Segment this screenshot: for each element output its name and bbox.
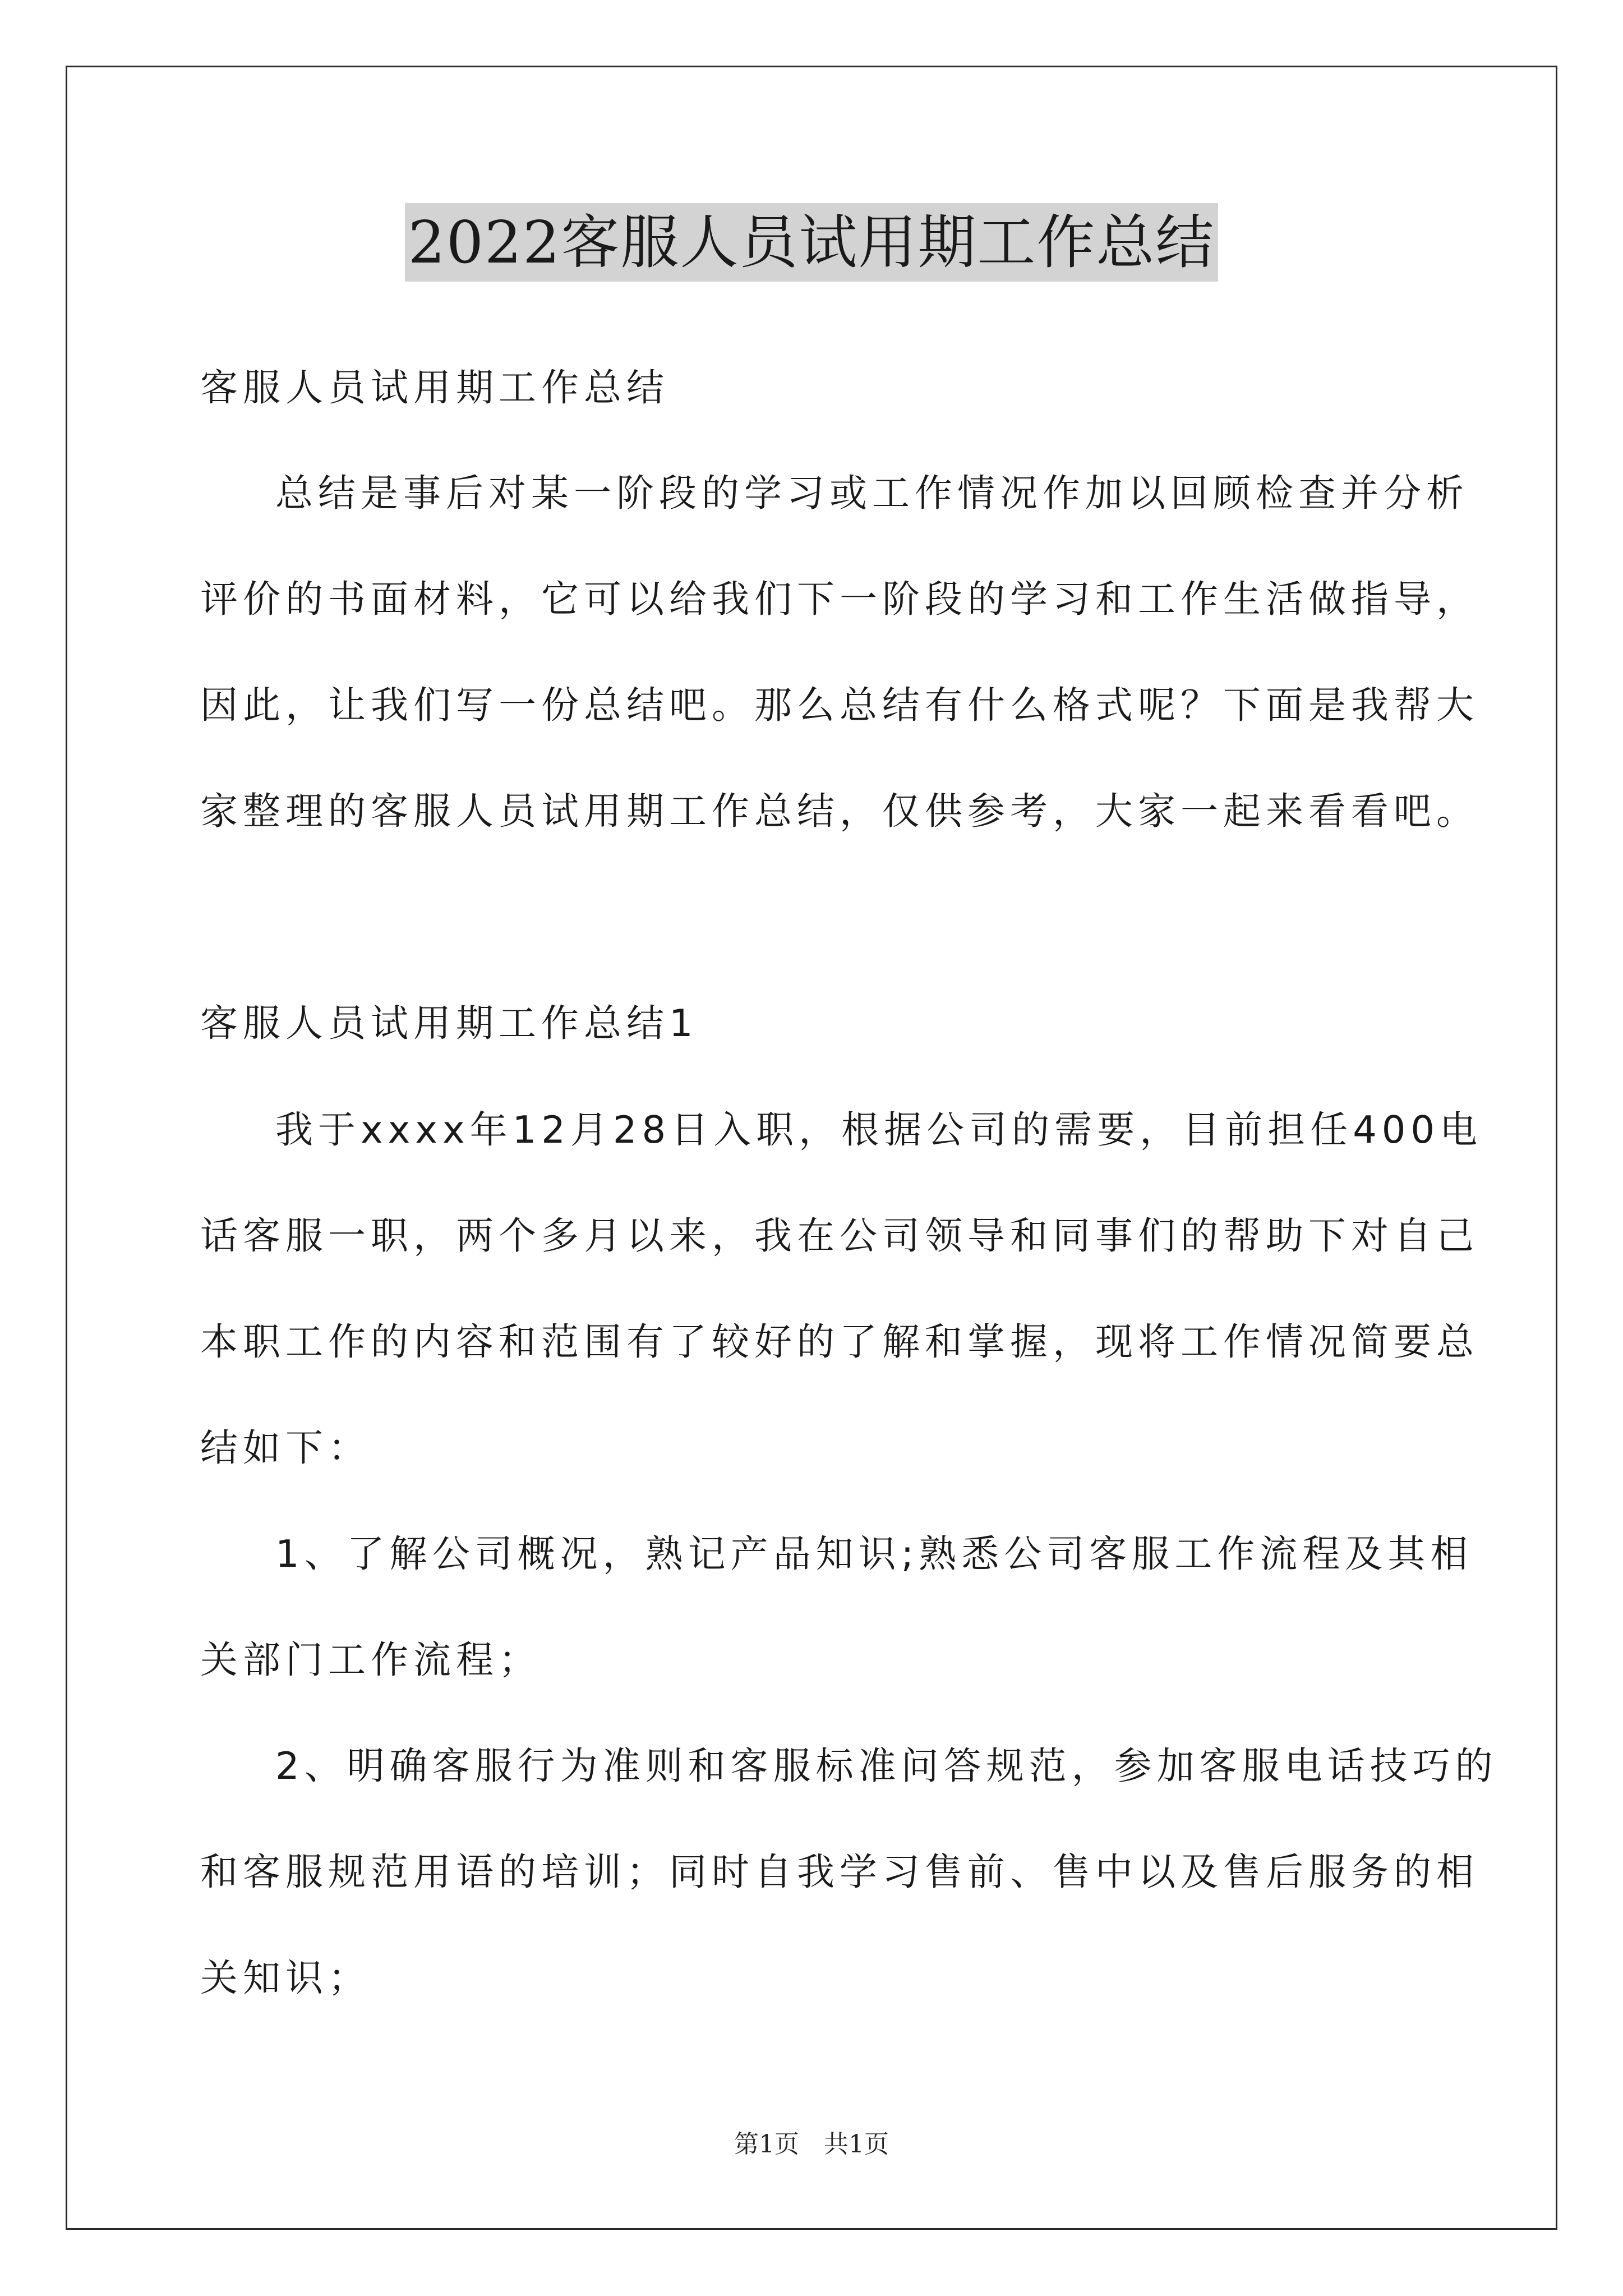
para1-line-2: 话客服一职，两个多月以来，我在公司领导和同事们的帮助下对自己 <box>200 1214 1479 1258</box>
item2-line-2: 和客服规范用语的培训；同时自我学习售前、售中以及售后服务的相 <box>200 1850 1479 1894</box>
item1-line-1: 1、了解公司概况，熟记产品知识;熟悉公司客服工作流程及其相 <box>275 1532 1473 1576</box>
para1-line-4: 结如下： <box>200 1426 371 1470</box>
page-footer: 第1页 共1页 <box>734 2130 889 2159</box>
intro-line-1: 总结是事后对某一阶段的学习或工作情况作加以回顾检查并分析 <box>275 471 1469 515</box>
document-title: 2022客服人员试用期工作总结 <box>405 203 1219 282</box>
section-heading: 客服人员试用期工作总结1 <box>200 1001 698 1045</box>
para1-line-3: 本职工作的内容和范围有了较好的了解和掌握，现将工作情况简要总 <box>200 1320 1479 1364</box>
title-container <box>0 203 1623 282</box>
subtitle: 客服人员试用期工作总结 <box>200 366 669 409</box>
intro-line-3: 因此，让我们写一份总结吧。那么总结有什么格式呢？下面是我帮大 <box>200 683 1479 727</box>
para1-line-1: 我于xxxx年12月28日入职，根据公司的需要，目前担任400电 <box>275 1108 1482 1152</box>
item2-line-1: 2、明确客服行为准则和客服标准问答规范，参加客服电话技巧的 <box>275 1744 1498 1788</box>
item1-line-2: 关部门工作流程； <box>200 1638 541 1682</box>
intro-line-4: 家整理的客服人员试用期工作总结，仅供参考，大家一起来看看吧。 <box>200 789 1479 833</box>
item2-line-3: 关知识； <box>200 1956 371 2000</box>
intro-line-2: 评价的书面材料，它可以给我们下一阶段的学习和工作生活做指导， <box>200 577 1479 621</box>
